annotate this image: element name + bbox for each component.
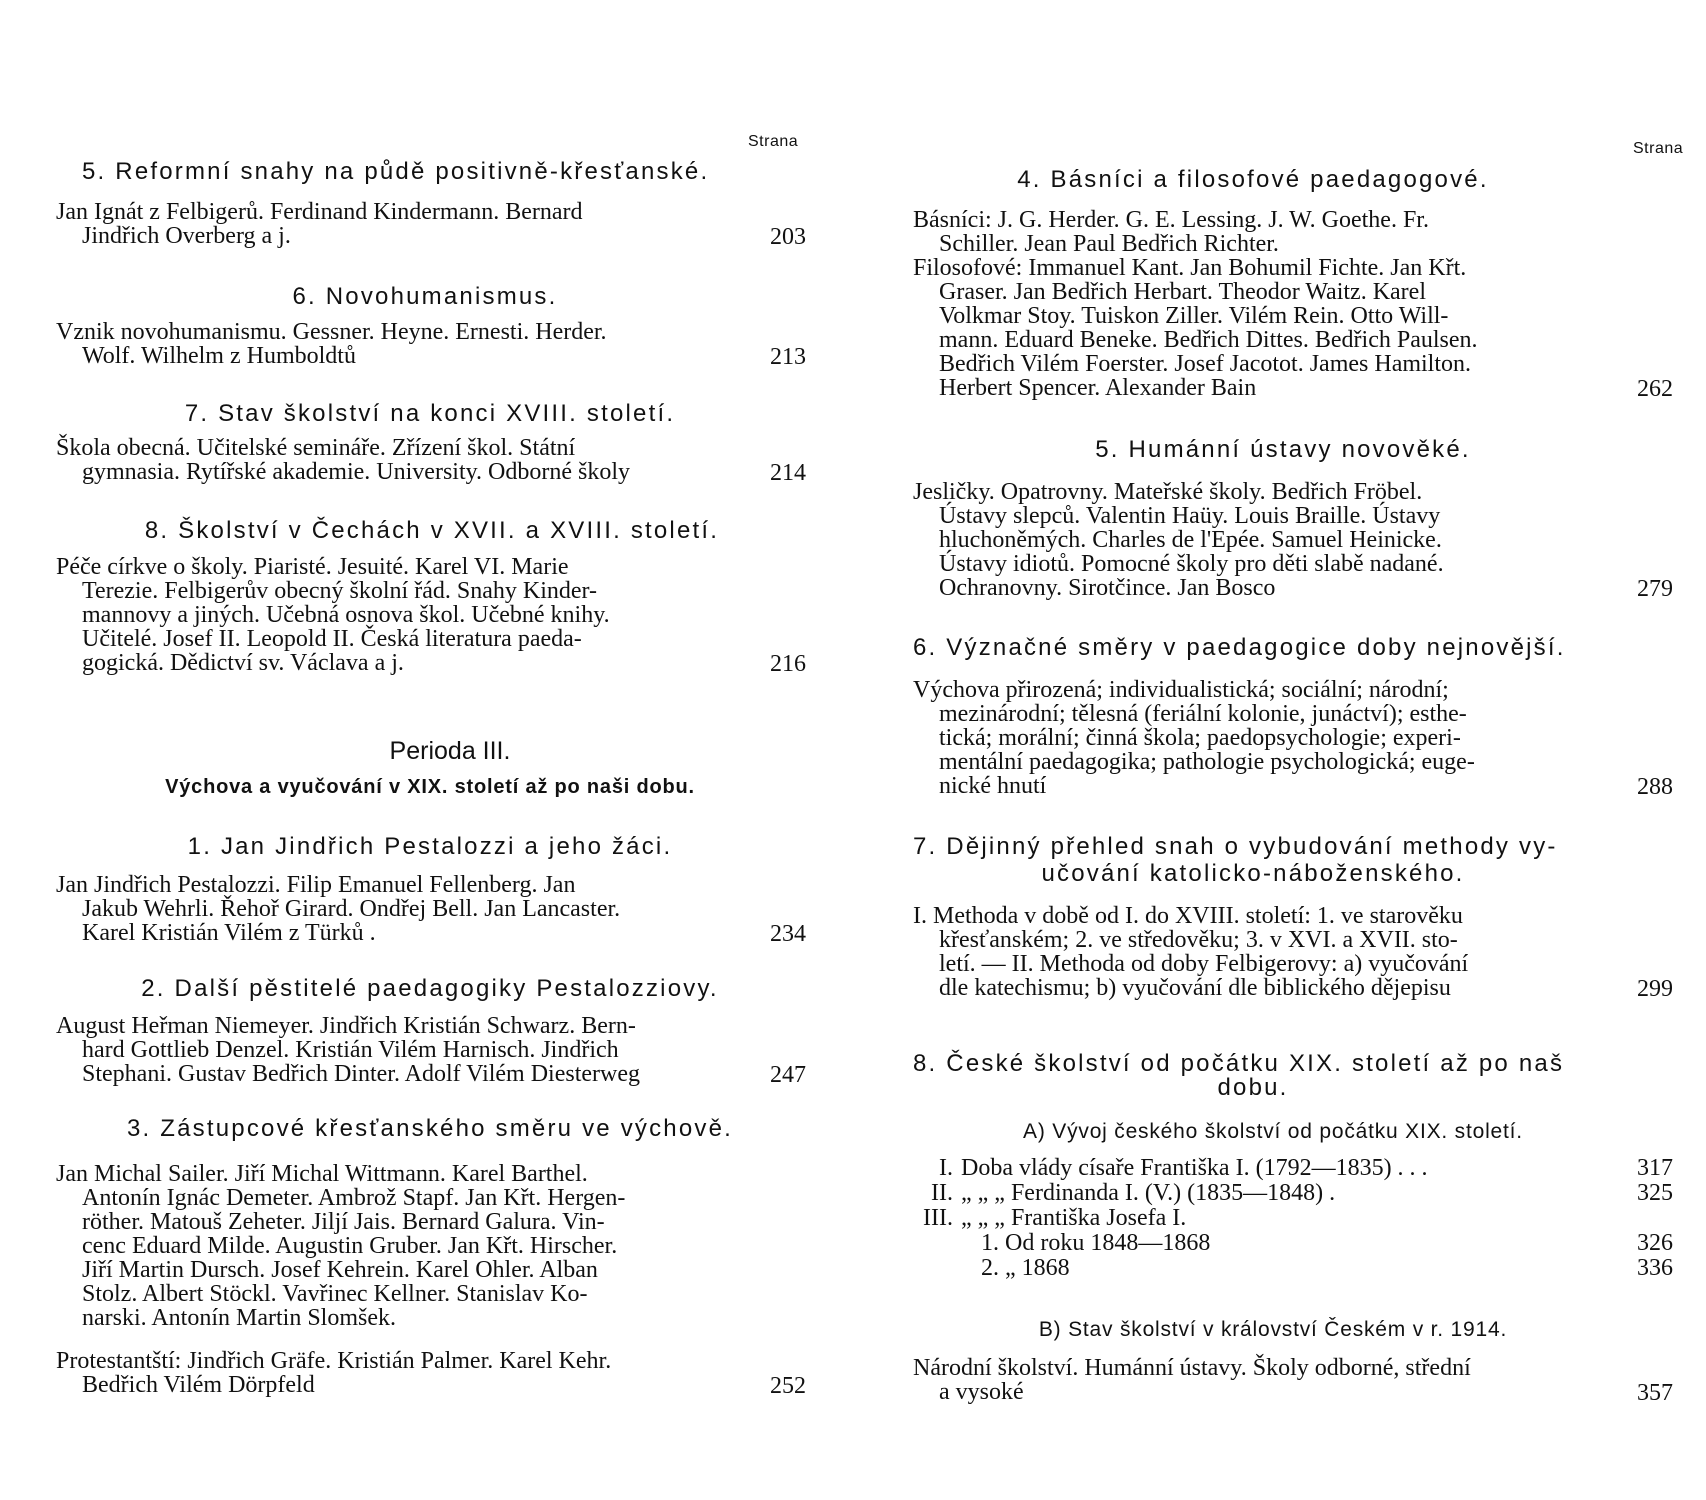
section-heading: 6. Význačné směry v paedagogice doby nejnovější.	[913, 634, 1566, 661]
entry-line: narski. Antonín Martin Slomšek.	[82, 1305, 396, 1331]
entry-line: Ochranovny. Sirotčince. Jan Bosco	[939, 575, 1276, 601]
entry-line: röther. Matouš Zeheter. Jiljí Jais. Bernard Galura. Vin-	[82, 1209, 605, 1235]
entry-line: Jan Jindřich Pestalozzi. Filip Emanuel Fellenberg. Jan	[56, 872, 576, 898]
section-heading: 2. Další pěstitelé paedagogiky Pestalozziovy.	[141, 975, 719, 1002]
entry-line: Bedřich Vilém Foerster. Josef Jacotot. James Hamilton.	[939, 351, 1472, 377]
entry-line: Stolz. Albert Stöckl. Vavřinec Kellner. Stanislav Ko-	[82, 1281, 588, 1307]
entry-line: hluchoněmých. Charles de l'Epée. Samuel Heinicke.	[939, 527, 1442, 553]
entry-line: cenc Eduard Milde. Augustin Gruber. Jan Křt. Hirscher.	[82, 1233, 618, 1259]
entry-line: mannovy a jiných. Učebná osnova škol. Učebné knihy.	[82, 602, 610, 628]
toc-entry	[56, 555, 610, 675]
page-number: 203	[770, 224, 806, 250]
subsection-heading: A) Vývoj českého školství od počátku XIX. století.	[1023, 1120, 1523, 1143]
page-number: 317	[1637, 1155, 1673, 1181]
entry-line: Schiller. Jean Paul Bedřich Richter.	[939, 231, 1279, 257]
entry-line: Wolf. Wilhelm z Humboldtů	[82, 343, 356, 369]
entry-line: Jan Michal Sailer. Jiří Michal Wittmann. Karel Barthel.	[56, 1161, 588, 1187]
entry-line: Filosofové: Immanuel Kant. Jan Bohumil Fichte. Jan Křt.	[913, 255, 1467, 281]
subsection-heading: B) Stav školství v království Českém v r. 1914.	[1038, 1318, 1508, 1341]
entry-line: gogická. Dědictví sv. Václava a j.	[82, 650, 404, 676]
section-heading: dobu.	[1217, 1074, 1289, 1101]
entry-line: Bedřich Vilém Dörpfeld	[82, 1372, 315, 1398]
section-heading: 7. Dějinný přehled snah o vybudování methody vy-	[913, 833, 1558, 860]
row-text: „ „ „ Ferdinanda I. (V.) (1835—1848) .	[961, 1180, 1336, 1206]
page-number: 299	[1637, 976, 1673, 1002]
entry-line: August Heřman Niemeyer. Jindřich Kristián Schwarz. Bern-	[56, 1013, 636, 1039]
page-number: 262	[1637, 376, 1673, 402]
section-heading: 4. Básníci a filosofové paedagogové.	[1017, 166, 1489, 193]
strana-label: Strana	[1633, 140, 1684, 157]
entry-line: I. Methoda v době od I. do XVIII. století: 1. ve starověku	[913, 903, 1463, 929]
roman-numeral: I.	[939, 1155, 953, 1181]
entry-line: mann. Eduard Beneke. Bedřich Dittes. Bedřich Paulsen.	[939, 327, 1478, 353]
entry-line: Škola obecná. Učitelské semináře. Zřízení škol. Státní	[56, 435, 576, 461]
entry-line: Jakub Wehrli. Řehoř Girard. Ondřej Bell. Jan Lancaster.	[82, 896, 621, 922]
entry-line: Protestantští: Jindřich Gräfe. Kristián Palmer. Karel Kehr.	[56, 1348, 612, 1374]
toc-entry	[56, 436, 630, 484]
entry-line: Výchova přirozená; individualistická; sociální; národní;	[913, 677, 1449, 703]
period-title: Perioda III.	[389, 737, 511, 765]
entry-line: Antonín Ignác Demeter. Ambrož Stapf. Jan Křt. Hergen-	[82, 1185, 626, 1211]
section-heading: 3. Zástupcové křesťanského směru ve výchově.	[126, 1115, 734, 1142]
section-heading: učování katolicko-náboženského.	[1041, 860, 1465, 887]
section-heading: 1. Jan Jindřich Pestalozzi a jeho žáci.	[187, 833, 673, 860]
entry-line: hard Gottlieb Denzel. Kristián Vilém Harnisch. Jindřich	[82, 1037, 619, 1063]
page-number: 213	[770, 344, 806, 370]
entry-line: Učitelé. Josef II. Leopold II. Česká literatura paeda-	[82, 626, 582, 652]
entry-line: Karel Kristián Vilém z Türků .	[82, 920, 376, 946]
entry-line: Volkmar Stoy. Tuiskon Ziller. Vilém Rein. Otto Will-	[939, 303, 1449, 329]
toc-entry	[913, 678, 1475, 798]
page-number: 288	[1637, 774, 1673, 800]
entry-line: Vznik novohumanismu. Gessner. Heyne. Ernesti. Herder.	[56, 319, 607, 345]
entry-line: Jan Ignát z Felbigerů. Ferdinand Kindermann. Bernard	[56, 199, 583, 225]
row-text: Doba vlády císaře Františka I. (1792—1835) . . .	[961, 1155, 1428, 1181]
page-number: 325	[1637, 1180, 1673, 1206]
page-number: 247	[770, 1062, 806, 1088]
entry-line: Ústavy slepců. Valentin Haüy. Louis Braille. Ústavy	[939, 503, 1441, 529]
section-heading: 7. Stav školství na konci XVIII. století.	[184, 400, 676, 427]
toc-entry	[56, 1014, 640, 1086]
entry-line: Herbert Spencer. Alexander Bain	[939, 375, 1257, 401]
toc-entry	[56, 1162, 625, 1330]
entry-line: mentální paedagogika; pathologie psychologická; euge-	[939, 749, 1475, 775]
toc-entry	[913, 480, 1444, 600]
row-text: 1. Od roku 1848—1868	[981, 1230, 1211, 1256]
toc-entry	[913, 904, 1468, 1000]
page-number: 214	[770, 460, 806, 486]
entry-line: dle katechismu; b) vyučování dle biblického dějepisu	[939, 975, 1451, 1001]
page-number: 279	[1637, 576, 1673, 602]
entry-line: Jindřich Overberg a j.	[82, 223, 291, 249]
row-text: 2. „ 1868	[981, 1255, 1070, 1281]
entry-line: Národní školství. Humánní ústavy. Školy odborné, střední	[913, 1355, 1471, 1381]
toc-entry	[56, 200, 583, 248]
entry-line: Stephani. Gustav Bedřich Dinter. Adolf Vilém Diesterweg	[82, 1061, 641, 1087]
page-number: 234	[770, 921, 806, 947]
entry-line: Terezie. Felbigerův obecný školní řád. Snahy Kinder-	[82, 578, 598, 604]
entry-line: mezinárodní; tělesná (feriální kolonie, junáctví); esthe-	[939, 701, 1467, 727]
toc-entry	[56, 320, 607, 368]
page-number: 357	[1637, 1380, 1673, 1406]
section-heading: 8. České školství od počátku XIX. století až po naš	[913, 1050, 1565, 1077]
roman-numeral: III.	[923, 1205, 953, 1231]
page-number: 336	[1637, 1255, 1673, 1281]
entry-line: letí. — II. Methoda od doby Felbigerovy: a) vyučování	[939, 951, 1469, 977]
toc-entry	[913, 208, 1478, 400]
row-text: „ „ „ Františka Josefa I.	[961, 1205, 1187, 1231]
entry-line: Jesličky. Opatrovny. Mateřské školy. Bedřich Fröbel.	[913, 479, 1423, 505]
entry-line: tická; morální; činná škola; paedopsychologie; experi-	[939, 725, 1461, 751]
page-number: 252	[770, 1373, 806, 1399]
entry-line: Ústavy idiotů. Pomocné školy pro děti slabě nadané.	[939, 551, 1444, 577]
entry-line: křesťanském; 2. ve středověku; 3. v XVI. a XVII. sto-	[939, 927, 1458, 953]
entry-line: gymnasia. Rytířské akademie. University. Odborné školy	[82, 459, 631, 485]
entry-line: Básníci: J. G. Herder. G. E. Lessing. J. W. Goethe. Fr.	[913, 207, 1429, 233]
page-number: 216	[770, 651, 806, 677]
strana-label: Strana	[748, 133, 799, 150]
right-page	[853, 0, 1706, 1500]
entry-line: nické hnutí	[939, 773, 1047, 799]
section-heading: 5. Reformní snahy na půdě positivně-křesťanské.	[82, 158, 710, 185]
toc-entry	[56, 873, 620, 945]
page-number: 326	[1637, 1230, 1673, 1256]
entry-line: Jiří Martin Dursch. Josef Kehrein. Karel Ohler. Alban	[82, 1257, 598, 1283]
section-heading: 8. Školství v Čechách v XVII. a XVIII. století.	[144, 517, 720, 544]
toc-entry	[56, 1349, 611, 1397]
period-subtitle: Výchova a vyučování v XIX. století až po naši dobu.	[165, 776, 695, 798]
entry-line: a vysoké	[939, 1379, 1024, 1405]
toc-entry	[913, 1356, 1471, 1404]
section-heading: 5. Humánní ústavy novověké.	[1095, 436, 1471, 463]
entry-line: Graser. Jan Bedřich Herbart. Theodor Waitz. Karel	[939, 279, 1426, 305]
roman-numeral: II.	[931, 1180, 953, 1206]
section-heading: 6. Novohumanismus.	[292, 283, 558, 310]
entry-line: Péče církve o školy. Piaristé. Jesuité. Karel VI. Marie	[56, 554, 569, 580]
